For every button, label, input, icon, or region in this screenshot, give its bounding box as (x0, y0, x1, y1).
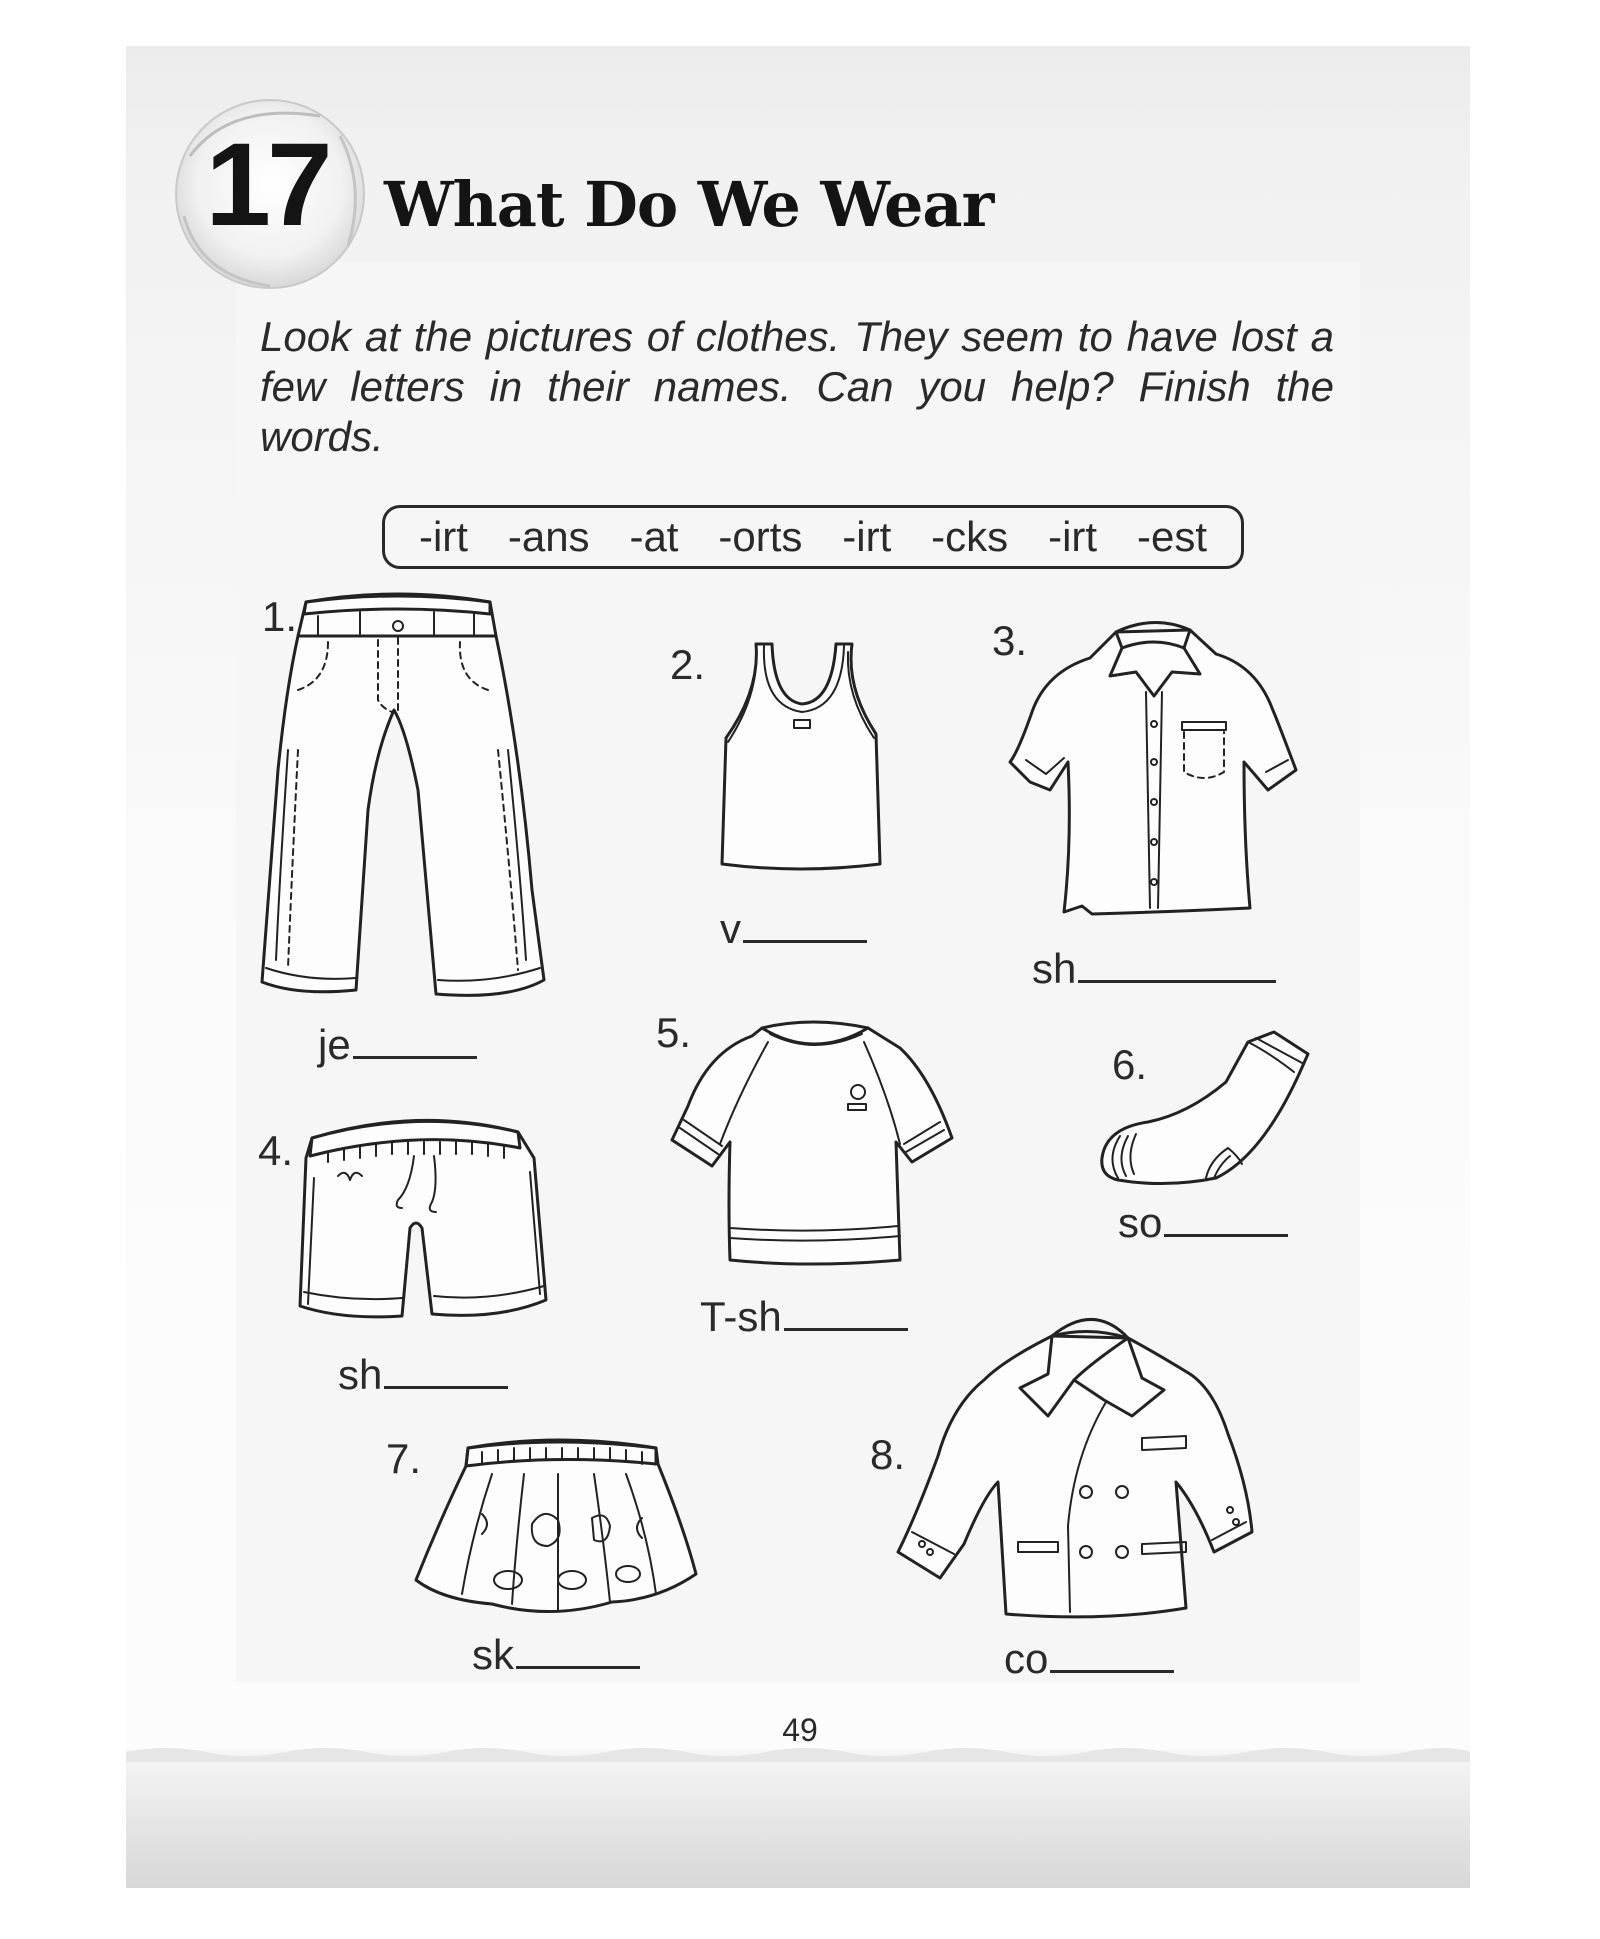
item-number-5: 5. (656, 1009, 692, 1056)
jeans-icon (258, 590, 546, 1010)
answer-blank[interactable] (1078, 944, 1276, 983)
vest-icon (716, 638, 886, 878)
page-title: What Do We Wear (384, 168, 994, 241)
word-endings-box (382, 505, 1244, 569)
page-footer-band (126, 1750, 1470, 1888)
item-number-4: 4. (258, 1127, 294, 1174)
item-number-1: 1. (262, 593, 298, 640)
ending-item: -ans (507, 513, 590, 560)
lesson-number: 17 (205, 119, 329, 251)
skirt-icon (412, 1434, 698, 1620)
item-number-8: 8. (870, 1431, 906, 1478)
ending-item: -est (1136, 513, 1207, 560)
item-number-3: 3. (992, 617, 1028, 664)
word-prefix: je (318, 1021, 351, 1068)
ending-item: -at (629, 513, 679, 560)
shirt-icon (1006, 612, 1306, 922)
shorts-icon (298, 1108, 548, 1328)
instructions-text: Look at the pictures of clothes. They seem to have lost a few letters in their names. Can you help? Finish the words. (260, 313, 1334, 460)
word-prefix: co (1004, 1635, 1049, 1682)
page-number: 49 (782, 1712, 818, 1748)
sock-icon (1098, 1028, 1312, 1186)
answer-blank[interactable] (1164, 1198, 1288, 1237)
ending-item: -orts (718, 513, 803, 560)
word-prefix: T-sh (700, 1293, 782, 1340)
tshirt-icon (668, 1016, 954, 1270)
word-prefix: v (720, 905, 741, 952)
answer-2 (720, 904, 867, 950)
ending-item: -irt (1048, 513, 1098, 560)
ending-item: -cks (931, 513, 1009, 560)
answer-8 (1004, 1634, 1174, 1680)
word-prefix: so (1118, 1199, 1163, 1246)
item-number-6: 6. (1112, 1041, 1148, 1088)
ending-item: -irt (418, 513, 468, 560)
word-prefix: sh (338, 1351, 383, 1398)
answer-5 (700, 1292, 908, 1338)
answer-blank[interactable] (353, 1020, 477, 1059)
answer-4 (338, 1350, 508, 1396)
answer-3 (1032, 944, 1276, 990)
item-number-2: 2. (670, 641, 706, 688)
answer-blank[interactable] (784, 1292, 908, 1331)
answer-7 (472, 1630, 640, 1676)
item-number-7: 7. (386, 1435, 422, 1482)
answer-6 (1118, 1198, 1288, 1244)
word-prefix: sh (1032, 945, 1077, 992)
coat-icon (894, 1296, 1286, 1624)
answer-blank[interactable] (743, 904, 867, 943)
word-prefix: sk (472, 1631, 514, 1678)
ending-item: -irt (842, 513, 892, 560)
answer-1 (318, 1020, 477, 1066)
answer-blank[interactable] (516, 1630, 640, 1669)
answer-blank[interactable] (1050, 1634, 1174, 1673)
answer-blank[interactable] (384, 1350, 508, 1389)
